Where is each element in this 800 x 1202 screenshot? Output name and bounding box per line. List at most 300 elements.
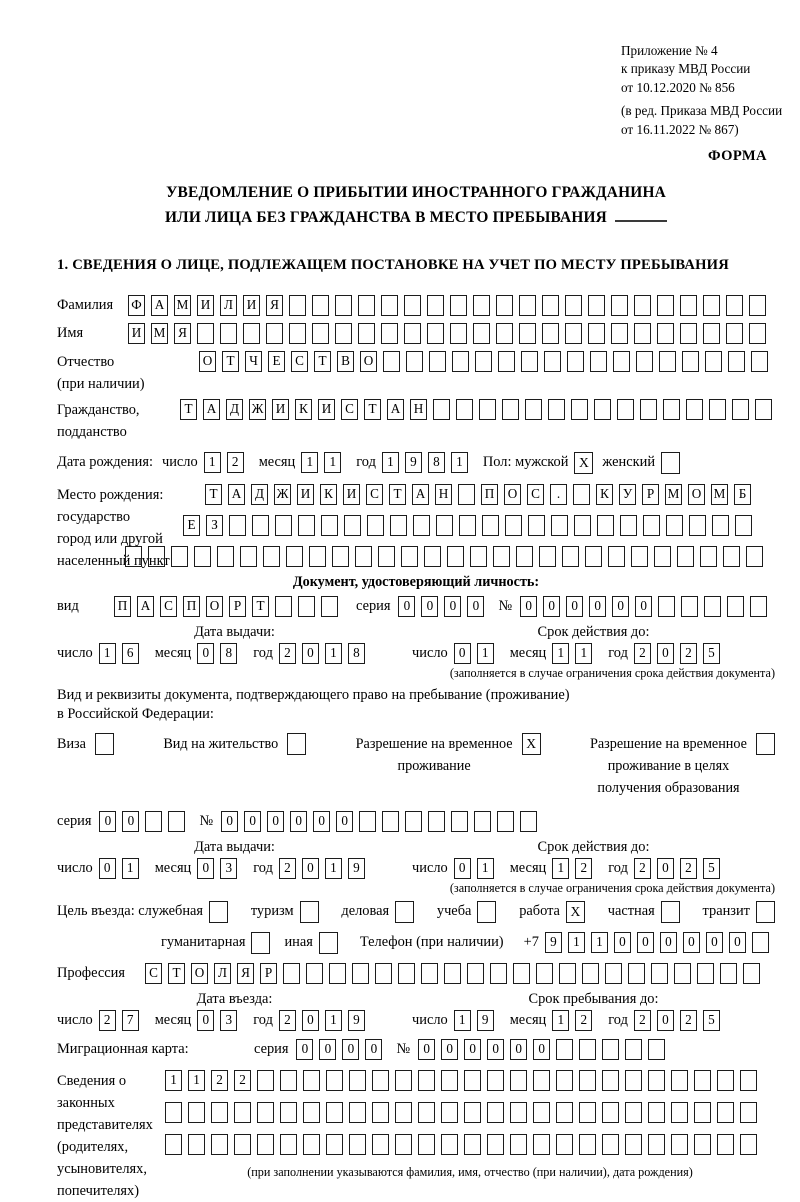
char-box[interactable] [188,1134,205,1155]
char-box[interactable]: 0 [365,1039,382,1060]
char-box[interactable] [574,515,591,536]
char-box[interactable]: 0 [197,858,214,879]
checkbox-cell[interactable] [95,733,114,755]
name-input[interactable] [128,323,772,344]
checkbox-cell[interactable] [661,452,680,474]
char-box[interactable] [666,515,683,536]
res-issue-day-input[interactable] [99,858,145,879]
char-box[interactable]: Я [266,295,283,316]
char-box[interactable]: 0 [487,1039,504,1060]
char-box[interactable]: 6 [122,643,139,664]
char-box[interactable]: 2 [575,1010,592,1031]
char-box[interactable] [234,1134,251,1155]
char-box[interactable] [464,1070,481,1091]
char-box[interactable] [474,811,491,832]
char-box[interactable] [352,963,369,984]
char-box[interactable]: 0 [441,1039,458,1060]
char-box[interactable] [536,963,553,984]
char-box[interactable]: З [206,515,223,536]
char-box[interactable] [395,1134,412,1155]
char-box[interactable]: Р [229,596,246,617]
char-box[interactable]: 0 [454,858,471,879]
char-box[interactable] [349,1070,366,1091]
residence-number-input[interactable] [221,811,543,832]
id-issue-year-input[interactable] [279,643,371,664]
char-box[interactable]: 8 [348,643,365,664]
char-box[interactable] [594,399,611,420]
char-box[interactable] [395,1102,412,1123]
char-box[interactable] [404,295,421,316]
char-box[interactable] [588,323,605,344]
char-box[interactable] [418,1134,435,1155]
citizenship-input[interactable] [180,399,778,420]
char-box[interactable] [257,1102,274,1123]
rvp-checkbox[interactable] [522,733,541,755]
char-box[interactable] [459,515,476,536]
char-box[interactable] [548,399,565,420]
char-box[interactable] [728,351,745,372]
char-box[interactable] [458,484,475,505]
id-valid-month-input[interactable] [552,643,598,664]
char-box[interactable]: 3 [220,1010,237,1031]
char-box[interactable] [513,963,530,984]
char-box[interactable] [671,1070,688,1091]
char-box[interactable] [464,1102,481,1123]
char-box[interactable]: 2 [680,643,697,664]
char-box[interactable]: П [183,596,200,617]
char-box[interactable]: М [174,295,191,316]
char-box[interactable] [428,811,445,832]
char-box[interactable]: 2 [279,1010,296,1031]
checkbox-cell[interactable]: X [522,733,541,755]
char-box[interactable] [519,295,536,316]
char-box[interactable] [413,515,430,536]
char-box[interactable] [372,1134,389,1155]
char-box[interactable]: Л [220,295,237,316]
char-box[interactable] [680,323,697,344]
char-box[interactable]: 0 [657,643,674,664]
char-box[interactable] [571,399,588,420]
char-box[interactable] [551,515,568,536]
char-box[interactable] [544,351,561,372]
char-box[interactable] [424,546,441,567]
char-box[interactable] [493,546,510,567]
char-box[interactable]: Р [642,484,659,505]
char-box[interactable] [640,399,657,420]
char-box[interactable]: 1 [325,643,342,664]
char-box[interactable]: 0 [464,1039,481,1060]
char-box[interactable]: О [504,484,521,505]
phone-input[interactable] [545,932,775,953]
char-box[interactable] [703,323,720,344]
char-box[interactable] [657,295,674,316]
char-box[interactable] [275,515,292,536]
char-box[interactable]: 1 [99,643,116,664]
birth-place-input-row2[interactable] [183,515,775,536]
char-box[interactable]: К [295,399,312,420]
char-box[interactable]: О [199,351,216,372]
char-box[interactable]: 1 [454,1010,471,1031]
char-box[interactable] [211,1134,228,1155]
char-box[interactable] [211,1102,228,1123]
char-box[interactable]: 9 [477,1010,494,1031]
entry-year-input[interactable] [279,1010,371,1031]
char-box[interactable] [312,323,329,344]
char-box[interactable] [332,546,349,567]
char-box[interactable]: Т [168,963,185,984]
purpose-work-checkbox[interactable] [566,901,585,923]
char-box[interactable] [617,399,634,420]
char-box[interactable] [750,596,767,617]
char-box[interactable]: С [291,351,308,372]
char-box[interactable] [697,963,714,984]
char-box[interactable] [704,596,721,617]
purpose-study-checkbox[interactable] [477,901,496,923]
char-box[interactable]: 0 [336,811,353,832]
char-box[interactable] [456,399,473,420]
char-box[interactable] [148,546,165,567]
visa-checkbox[interactable] [95,733,114,755]
char-box[interactable] [579,1102,596,1123]
char-box[interactable] [464,1134,481,1155]
char-box[interactable] [567,351,584,372]
char-box[interactable]: И [243,295,260,316]
char-box[interactable]: . [550,484,567,505]
migration-card-series-input[interactable] [296,1039,388,1060]
char-box[interactable] [657,323,674,344]
char-box[interactable] [309,546,326,567]
char-box[interactable]: 7 [122,1010,139,1031]
char-box[interactable]: Д [226,399,243,420]
char-box[interactable]: Т [389,484,406,505]
char-box[interactable]: Л [214,963,231,984]
migration-card-number-input[interactable] [418,1039,671,1060]
char-box[interactable] [344,515,361,536]
char-box[interactable]: Е [268,351,285,372]
char-box[interactable] [674,963,691,984]
char-box[interactable]: 0 [706,932,723,953]
char-box[interactable]: 8 [428,452,445,473]
char-box[interactable] [659,351,676,372]
char-box[interactable]: 0 [418,1039,435,1060]
char-box[interactable] [257,1134,274,1155]
char-box[interactable] [743,963,760,984]
char-box[interactable] [286,546,303,567]
char-box[interactable] [726,323,743,344]
char-box[interactable] [613,351,630,372]
char-box[interactable]: 2 [211,1070,228,1091]
char-box[interactable] [717,1134,734,1155]
char-box[interactable] [620,515,637,536]
char-box[interactable] [266,323,283,344]
char-box[interactable]: И [197,295,214,316]
char-box[interactable] [441,1134,458,1155]
char-box[interactable] [303,1102,320,1123]
char-box[interactable]: 2 [680,1010,697,1031]
res-issue-month-input[interactable] [197,858,243,879]
char-box[interactable] [749,323,766,344]
char-box[interactable] [335,323,352,344]
res-valid-year-input[interactable] [634,858,726,879]
char-box[interactable] [381,323,398,344]
purpose-humanitarian-checkbox[interactable] [251,932,270,954]
char-box[interactable] [510,1134,527,1155]
char-box[interactable]: 5 [703,858,720,879]
char-box[interactable] [605,963,622,984]
char-box[interactable]: 0 [660,932,677,953]
char-box[interactable]: 0 [319,1039,336,1060]
char-box[interactable] [556,1102,573,1123]
char-box[interactable] [487,1102,504,1123]
char-box[interactable] [303,1134,320,1155]
char-box[interactable]: Ч [245,351,262,372]
char-box[interactable]: 1 [477,858,494,879]
purpose-tourism-checkbox[interactable] [300,901,319,923]
char-box[interactable] [252,515,269,536]
char-box[interactable] [444,963,461,984]
res-issue-year-input[interactable] [279,858,371,879]
char-box[interactable]: 1 [552,1010,569,1031]
char-box[interactable] [677,546,694,567]
char-box[interactable] [450,323,467,344]
char-box[interactable]: 1 [552,858,569,879]
char-box[interactable] [658,596,675,617]
char-box[interactable] [326,1070,343,1091]
char-box[interactable] [694,1070,711,1091]
char-box[interactable] [280,1134,297,1155]
char-box[interactable] [516,546,533,567]
char-box[interactable]: 1 [188,1070,205,1091]
char-box[interactable]: С [145,963,162,984]
char-box[interactable]: 1 [575,643,592,664]
char-box[interactable] [686,399,703,420]
char-box[interactable]: 0 [510,1039,527,1060]
char-box[interactable]: 1 [382,452,399,473]
char-box[interactable]: 1 [324,452,341,473]
char-box[interactable] [452,351,469,372]
char-box[interactable] [732,399,749,420]
char-box[interactable] [752,932,769,953]
char-box[interactable] [381,295,398,316]
char-box[interactable] [602,1039,619,1060]
char-box[interactable] [487,1134,504,1155]
char-box[interactable] [329,963,346,984]
char-box[interactable]: А [151,295,168,316]
char-box[interactable]: Я [174,323,191,344]
char-box[interactable] [335,295,352,316]
char-box[interactable]: А [412,484,429,505]
char-box[interactable]: 9 [348,858,365,879]
char-box[interactable]: 0 [244,811,261,832]
char-box[interactable] [372,1070,389,1091]
char-box[interactable] [751,351,768,372]
char-box[interactable] [383,351,400,372]
char-box[interactable] [451,811,468,832]
char-box[interactable] [689,515,706,536]
char-box[interactable] [395,1070,412,1091]
char-box[interactable]: 0 [614,932,631,953]
char-box[interactable] [498,351,515,372]
char-box[interactable] [165,1134,182,1155]
stay-year-input[interactable] [634,1010,726,1031]
char-box[interactable]: 2 [634,643,651,664]
char-box[interactable]: 1 [204,452,221,473]
char-box[interactable] [588,295,605,316]
char-box[interactable]: 1 [325,858,342,879]
checkbox-cell[interactable] [209,901,228,923]
checkbox-cell[interactable] [395,901,414,923]
char-box[interactable] [602,1070,619,1091]
char-box[interactable]: О [191,963,208,984]
char-box[interactable] [220,323,237,344]
char-box[interactable] [634,323,651,344]
char-box[interactable]: 2 [234,1070,251,1091]
char-box[interactable] [625,1134,642,1155]
char-box[interactable]: С [366,484,383,505]
char-box[interactable] [740,1102,757,1123]
char-box[interactable] [579,1134,596,1155]
char-box[interactable]: 0 [342,1039,359,1060]
char-box[interactable]: 0 [99,811,116,832]
char-box[interactable]: 1 [552,643,569,664]
checkbox-cell[interactable] [756,901,775,923]
id-valid-day-input[interactable] [454,643,500,664]
char-box[interactable] [405,811,422,832]
char-box[interactable] [502,399,519,420]
char-box[interactable]: 3 [220,858,237,879]
char-box[interactable]: Ф [128,295,145,316]
char-box[interactable]: 2 [680,858,697,879]
char-box[interactable]: 0 [302,643,319,664]
char-box[interactable] [510,1070,527,1091]
birth-year-input[interactable] [382,452,474,473]
char-box[interactable] [521,351,538,372]
char-box[interactable] [429,351,446,372]
char-box[interactable] [355,546,372,567]
char-box[interactable] [505,515,522,536]
char-box[interactable] [746,546,763,567]
char-box[interactable] [496,323,513,344]
char-box[interactable] [533,1102,550,1123]
char-box[interactable]: 1 [301,452,318,473]
char-box[interactable]: 1 [325,1010,342,1031]
char-box[interactable] [542,295,559,316]
char-box[interactable] [479,399,496,420]
rvp-education-checkbox[interactable] [756,733,775,755]
char-box[interactable] [447,546,464,567]
birth-place-input-row1[interactable] [205,484,775,505]
char-box[interactable]: 0 [122,811,139,832]
char-box[interactable] [533,1070,550,1091]
char-box[interactable] [611,323,628,344]
purpose-transit-checkbox[interactable] [756,901,775,923]
char-box[interactable] [298,596,315,617]
char-box[interactable] [705,351,722,372]
char-box[interactable] [597,515,614,536]
char-box[interactable]: Ж [249,399,266,420]
char-box[interactable]: М [151,323,168,344]
char-box[interactable] [367,515,384,536]
char-box[interactable] [359,811,376,832]
char-box[interactable] [579,1070,596,1091]
char-box[interactable]: 5 [703,643,720,664]
char-box[interactable] [556,1039,573,1060]
checkbox-cell[interactable]: X [566,901,585,923]
char-box[interactable]: 0 [398,596,415,617]
char-box[interactable] [473,323,490,344]
char-box[interactable] [436,515,453,536]
char-box[interactable] [648,1039,665,1060]
char-box[interactable] [372,1102,389,1123]
char-box[interactable] [636,351,653,372]
char-box[interactable] [441,1070,458,1091]
char-box[interactable] [694,1102,711,1123]
char-box[interactable] [406,351,423,372]
char-box[interactable] [648,1134,665,1155]
char-box[interactable] [579,1039,596,1060]
representatives-input-row3[interactable] [165,1134,775,1155]
char-box[interactable] [306,963,323,984]
char-box[interactable] [473,295,490,316]
surname-input[interactable] [128,295,772,316]
char-box[interactable] [263,546,280,567]
char-box[interactable] [496,295,513,316]
char-box[interactable] [487,1070,504,1091]
char-box[interactable]: М [665,484,682,505]
char-box[interactable] [709,399,726,420]
char-box[interactable] [735,515,752,536]
char-box[interactable]: 0 [99,858,116,879]
char-box[interactable]: Е [183,515,200,536]
char-box[interactable] [358,295,375,316]
char-box[interactable] [168,811,185,832]
res-valid-day-input[interactable] [454,858,500,879]
char-box[interactable] [326,1134,343,1155]
char-box[interactable]: П [481,484,498,505]
char-box[interactable] [726,295,743,316]
purpose-private-checkbox[interactable] [661,901,680,923]
char-box[interactable]: А [137,596,154,617]
char-box[interactable] [125,546,142,567]
char-box[interactable] [283,963,300,984]
char-box[interactable]: Т [314,351,331,372]
char-box[interactable] [519,323,536,344]
char-box[interactable]: К [320,484,337,505]
char-box[interactable] [740,1070,757,1091]
char-box[interactable]: Н [435,484,452,505]
char-box[interactable] [525,399,542,420]
representatives-input-row1[interactable] [165,1070,775,1091]
char-box[interactable]: И [128,323,145,344]
char-box[interactable] [326,1102,343,1123]
char-box[interactable]: Т [205,484,222,505]
char-box[interactable] [450,295,467,316]
char-box[interactable] [651,963,668,984]
residence-series-input[interactable] [99,811,191,832]
char-box[interactable]: 2 [99,1010,116,1031]
char-box[interactable] [703,295,720,316]
char-box[interactable]: 9 [405,452,422,473]
char-box[interactable] [171,546,188,567]
char-box[interactable]: С [527,484,544,505]
char-box[interactable]: 0 [566,596,583,617]
char-box[interactable] [289,295,306,316]
char-box[interactable] [427,295,444,316]
char-box[interactable] [625,1102,642,1123]
char-box[interactable] [562,546,579,567]
birth-month-input[interactable] [301,452,347,473]
char-box[interactable]: 1 [165,1070,182,1091]
